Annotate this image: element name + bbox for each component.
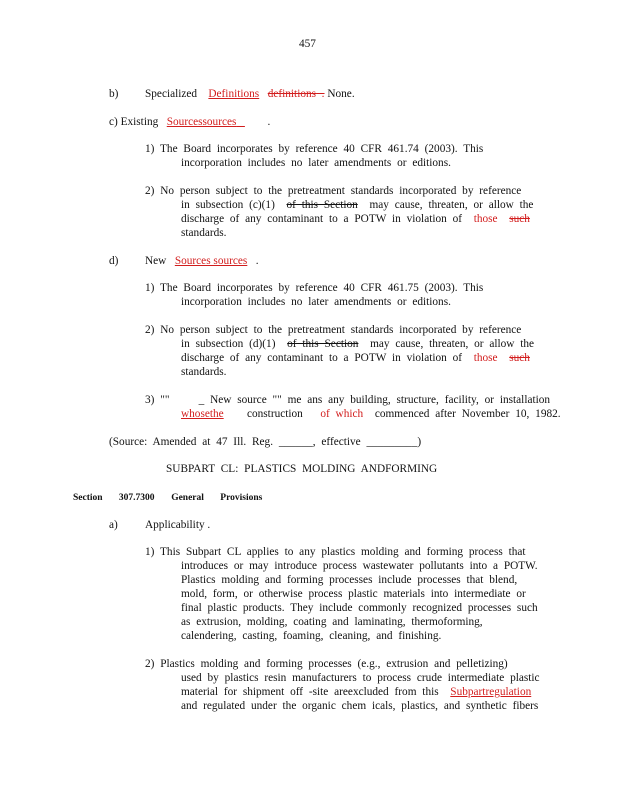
paragraph-a1-line2: introduces or may introduce process wastewater pollutants into a POTW. (181, 560, 538, 572)
insertion-text: of which (320, 408, 364, 420)
paragraph-a1-line5: final plastic products. They include commonly recognized processes such (181, 602, 538, 614)
insertion-text: Subpartregulation (450, 686, 532, 698)
subsection-b-heading: Specialized Definitions definitions . None. (145, 88, 355, 100)
subsection-d-heading: New Sources sources . (145, 255, 259, 267)
paragraph-d3-line2: whosethe construction of which commenced after November 10, 1982. (181, 408, 561, 420)
page-number: 457 (299, 38, 316, 50)
paragraph-c2-line4: standards. (181, 227, 227, 239)
source-note: (Source: Amended at 47 Ill. Reg. ______, effective _________) (109, 436, 422, 448)
paragraph-c1-line1: 1) The Board incorporates by reference 40 CFR 461.74 (2003). This (145, 143, 484, 155)
insertion-text: Sourcessources (166, 116, 237, 128)
paragraph-a2-line2: used by plastics resin manufacturers to process crude intermediate plastic (181, 672, 540, 684)
deletion-text: definitions (267, 88, 317, 100)
subsection-c-label: c) Existing (109, 116, 159, 128)
deletion-text: of this Section (287, 338, 359, 350)
paragraph-d1-line2: incorporation includes no later amendments or editions. (181, 296, 451, 308)
paragraph-c1-line2: incorporation includes no later amendments or editions. (181, 157, 451, 169)
paragraph-c2-line1: 2) No person subject to the pretreatment standards incorporated by reference (145, 185, 522, 197)
paragraph-a2-line4: and regulated under the organic chem icals, plastics, and synthetic fibers (181, 700, 539, 712)
deletion-text: such (509, 352, 530, 364)
insertion-text: Sources sources (174, 255, 248, 267)
subsection-a-label: a) (109, 519, 118, 531)
paragraph-d2-line3: discharge of any contaminant to a POTW in violation of those such (181, 352, 530, 364)
subsection-b-label: b) (109, 88, 119, 100)
subsection-b-rest: None. (327, 88, 355, 100)
insertion-text: those (473, 352, 498, 364)
section-title: General Provisions (171, 493, 263, 503)
paragraph-c2-line2: in subsection (c)(1) of this Section may cause, threaten, or allow the (181, 199, 534, 211)
subsection-a-title: Applicability . (145, 519, 211, 531)
section-number: Section 307.7300 (73, 493, 155, 503)
paragraph-a2-line1: 2) Plastics molding and forming processes (e.g., extrusion and pelletizing) (145, 658, 508, 670)
paragraph-d3-line1: 3) "" _ New source "" me ans any building, structure, facility, or installation (145, 394, 551, 406)
paragraph-d2-line2: in subsection (d)(1) of this Section may cause, threaten, or allow the (181, 338, 535, 350)
insertion-text: those (473, 213, 498, 225)
paragraph-a1-line6: as extrusion, molding, coating and laminating, thermoforming, (181, 616, 483, 628)
subsection-b-title: Specialized (145, 88, 198, 100)
paragraph-d2-line4: standards. (181, 366, 227, 378)
insertion-text: whosethe (181, 408, 224, 420)
paragraph-d1-line1: 1) The Board incorporates by reference 40 CFR 461.75 (2003). This (145, 282, 484, 294)
deletion-text: such (509, 213, 530, 225)
paragraph-d2-line1: 2) No person subject to the pretreatment standards incorporated by reference (145, 324, 522, 336)
paragraph-a2-line3: material for shipment off -site areexcluded from this Subpartregulation (181, 686, 532, 698)
paragraph-a1-line4: mold, form, or otherwise process plastic materials into intermediate or (181, 588, 526, 600)
paragraph-a1-line7: calendering, casting, foaming, cleaning, and finishing. (181, 630, 442, 642)
paragraph-a1-line1: 1) This Subpart CL applies to any plastics molding and forming process that (145, 546, 526, 558)
subsection-d-title: New (145, 255, 167, 267)
section-heading (73, 492, 262, 505)
deletion-text: of this Section (286, 199, 358, 211)
paragraph-a1-line3: Plastics molding and forming processes include processes that blend, (181, 574, 518, 586)
paragraph-c2-line3: discharge of any contaminant to a POTW in violation of those such (181, 213, 530, 225)
subsection-d-label: d) (109, 255, 119, 267)
subpart-title: SUBPART CL: PLASTICS MOLDING ANDFORMING (166, 463, 438, 475)
insertion-text: Definitions (208, 88, 260, 100)
subsection-c-heading: c) Existing Sourcessources . (109, 116, 271, 128)
